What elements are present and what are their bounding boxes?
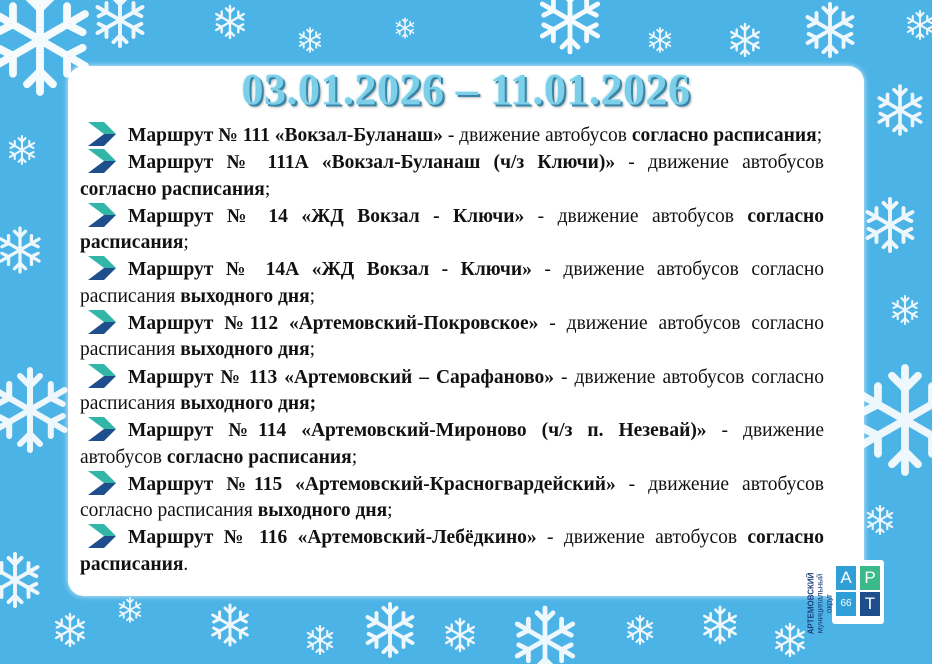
chevron-arrow-icon xyxy=(86,149,126,173)
route-item xyxy=(80,122,824,149)
route-name: Маршрут №112 «Артемовский-Покровское» xyxy=(128,313,539,335)
route-status: согласно расписания xyxy=(80,527,824,575)
route-status: выходного дня xyxy=(180,339,310,361)
route-name: Маршрут № 113 «Артемовский – Сарафаново» xyxy=(128,366,555,388)
route-name: Маршрут № 111 «Вокзал-Буланаш» xyxy=(128,125,443,146)
route-text: - движение автобусов согласно расписания xyxy=(80,259,825,307)
route-end: ; xyxy=(264,178,271,200)
logo-name: АРТЕМОВСКИЙ xyxy=(806,572,816,635)
route-item xyxy=(80,203,824,257)
logo-letter: Р xyxy=(860,566,880,590)
route-text: - движение автобусов xyxy=(536,527,748,549)
route-text: - движение автобусов xyxy=(80,420,824,468)
chevron-arrow-icon xyxy=(86,524,126,548)
route-status: согласно расписания xyxy=(80,205,824,254)
route-status: выходного дня; xyxy=(180,392,317,414)
route-end: ; xyxy=(309,285,316,307)
route-item xyxy=(80,149,824,203)
logo-letter: А xyxy=(836,566,856,590)
chevron-arrow-icon xyxy=(86,417,126,441)
logo-subtitle: муниципальный округ xyxy=(815,573,834,634)
route-text: - движение автобусов xyxy=(442,125,632,146)
chevron-arrow-icon xyxy=(86,364,126,388)
route-item xyxy=(80,256,824,310)
route-name: Маршрут № 14А «ЖД Вокзал - Ключи» xyxy=(128,259,532,281)
route-end: ; xyxy=(816,125,823,146)
route-item xyxy=(80,524,824,578)
route-end: ; xyxy=(183,232,189,254)
route-end: . xyxy=(183,553,189,575)
route-text: - движение автобусов согласно расписания xyxy=(80,473,824,522)
route-item xyxy=(80,364,824,418)
route-end: ; xyxy=(387,500,393,522)
chevron-arrow-icon xyxy=(86,203,126,227)
date-range-title: 03.01.2026 – 11.01.2026 xyxy=(241,65,691,114)
chevron-arrow-icon xyxy=(86,256,126,280)
artemovsky-logo xyxy=(806,560,886,656)
route-list xyxy=(80,122,824,578)
route-end: ; xyxy=(351,446,358,468)
route-name: Маршрут №114 «Артемовский-Мироново (ч/з п. Незевай)» xyxy=(128,420,707,442)
route-status: согласно расписания xyxy=(631,125,817,146)
logo-number: 66 xyxy=(836,592,856,616)
route-item xyxy=(80,310,824,364)
chevron-arrow-icon xyxy=(86,471,126,495)
route-name: Маршрут № 14 «ЖД Вокзал - Ключи» xyxy=(128,205,525,227)
route-text: - движение автобусов согласно расписания xyxy=(80,313,824,361)
route-name: Маршрут № 111А «Вокзал-Буланаш (ч/з Ключи)» xyxy=(128,152,616,174)
route-name: Маршрут №115 «Артемовский-Красногвардейский» xyxy=(128,473,616,495)
route-status: выходного дня xyxy=(257,500,388,522)
logo-letter: Т xyxy=(860,592,880,616)
chevron-arrow-icon xyxy=(86,122,126,146)
route-text: - движение автобусов xyxy=(615,152,825,174)
route-name: Маршрут № 116 «Артемовский-Лебёдкино» xyxy=(128,527,537,549)
route-text: - движение автобусов согласно расписания xyxy=(80,366,824,414)
route-item xyxy=(80,417,824,471)
route-status: согласно расписания xyxy=(166,446,352,468)
route-item xyxy=(80,471,824,525)
route-status: выходного дня xyxy=(180,285,310,307)
route-end: ; xyxy=(309,339,316,361)
route-text: - движение автобусов xyxy=(524,205,748,227)
route-status: согласно расписания xyxy=(80,178,265,200)
logo-side-text xyxy=(807,572,834,636)
chevron-arrow-icon xyxy=(86,310,126,334)
